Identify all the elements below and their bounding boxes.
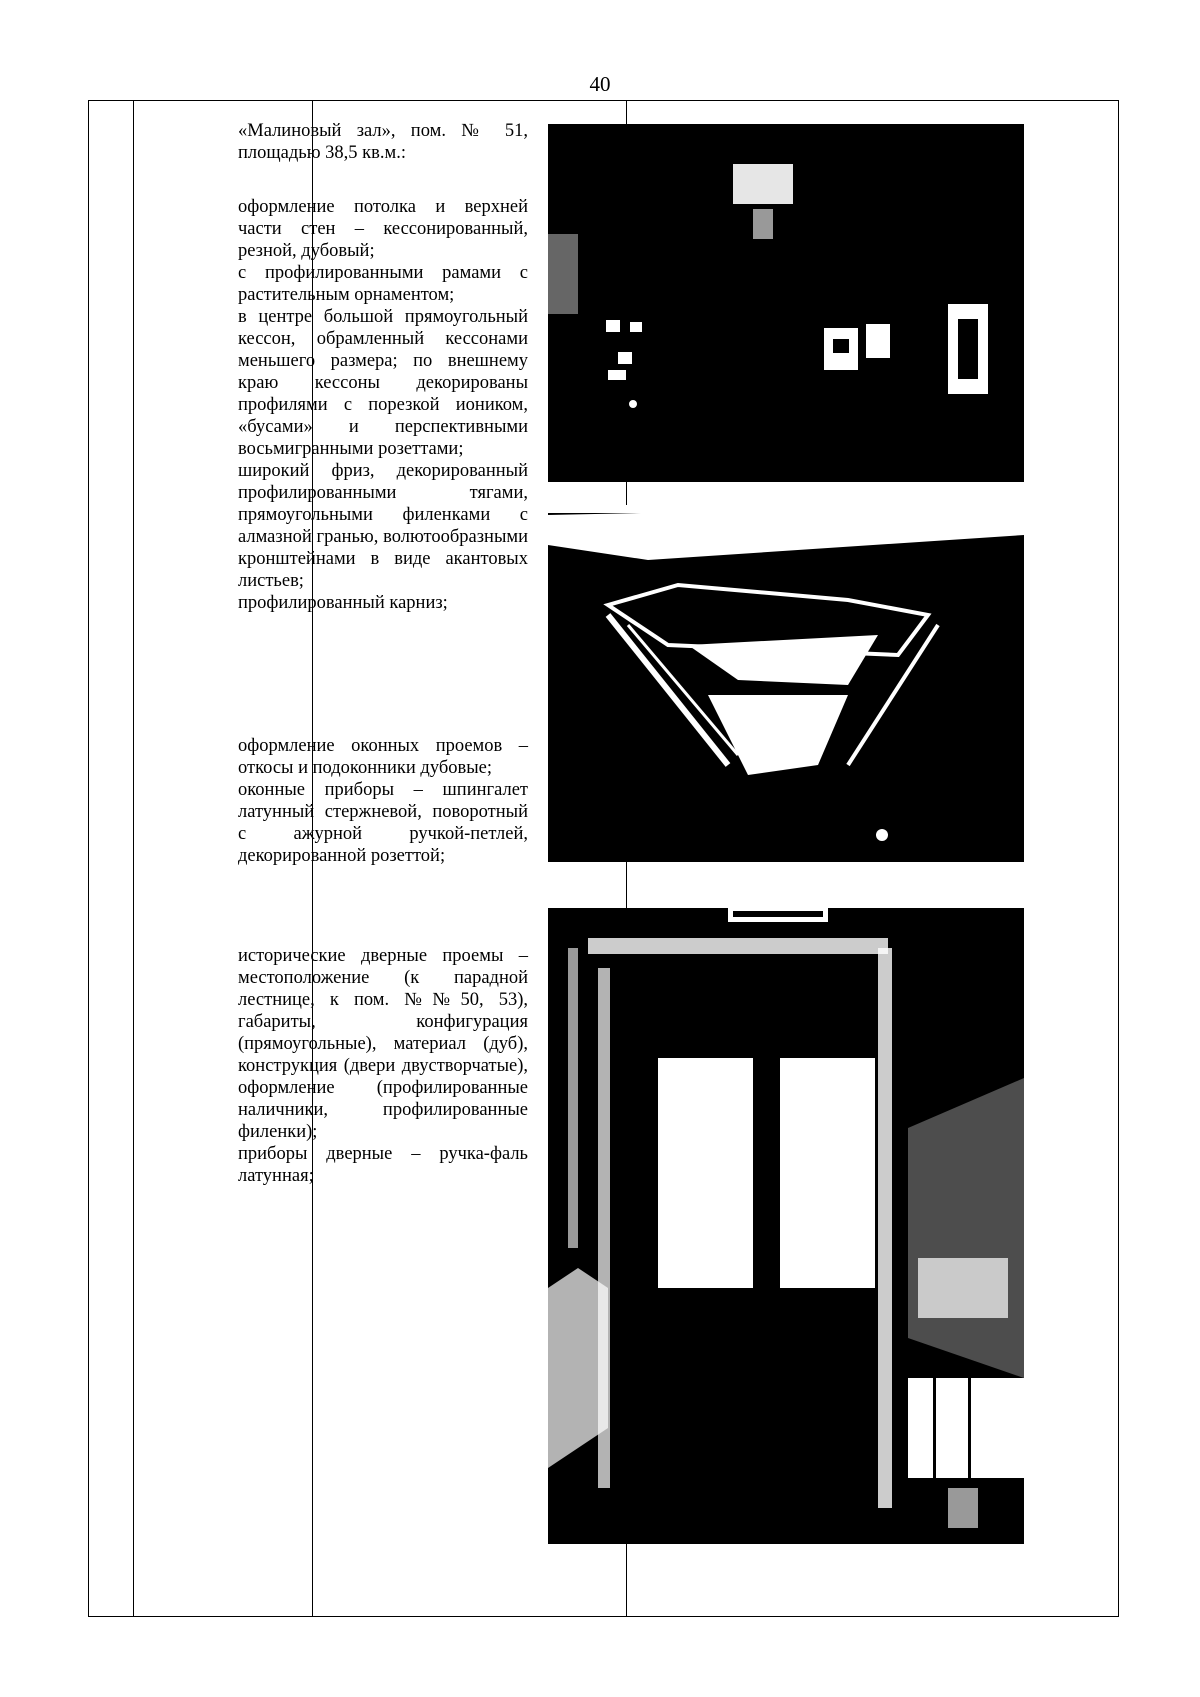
page-number: 40 bbox=[589, 72, 611, 96]
ceiling-description bbox=[238, 196, 528, 614]
room-heading: «Малиновый зал», пом. № 51, площадью 38,5 кв.м.: bbox=[238, 121, 528, 163]
door-line: приборы дверные – ручка-фаль латунная; bbox=[238, 1144, 528, 1186]
room-heading-block bbox=[238, 120, 528, 164]
window-line: оформление оконных проемов – откосы и подоконники дубовые; bbox=[238, 736, 528, 778]
ceiling-line: профилированный карниз; bbox=[238, 593, 448, 613]
window-description bbox=[238, 735, 528, 867]
ceiling-line: оформление потолка и верхней части стен – кессонированный, резной, дубовый; bbox=[238, 197, 528, 261]
ceiling-line: широкий фриз, декорированный профилированными тягами, прямоугольными филенками с алмазной гранью, волютообразными кронштейнами в виде акантовых листьев; bbox=[238, 461, 528, 591]
photo-doorway bbox=[548, 908, 1024, 1544]
column-divider-1 bbox=[133, 101, 134, 1616]
door-line: исторические дверные проемы – местоположение (к парадной лестнице, к пом. №№50, 53), габариты, конфигурация (прямоугольные), материал (дуб), конструкция (двери двустворчатые), оформление (профилированные наличники, профилированные филенки); bbox=[238, 946, 528, 1142]
photo-ceiling-coffers bbox=[548, 505, 1024, 862]
ceiling-line: в центре большой прямоугольный кессон, обрамленный кессонами меньшего размера; по внешнему краю кессоны декорированы профилями с порезкой иоником, «бусами» и перспективными восьмигранными розеттами; bbox=[238, 307, 528, 459]
door-description bbox=[238, 945, 528, 1187]
ceiling-line: с профилированными рамами с растительным орнаментом; bbox=[238, 263, 528, 305]
photo-ceiling-overview bbox=[548, 124, 1024, 482]
window-line: оконные приборы – шпингалет латунный стержневой, поворотный с ажурной ручкой-петлей, декорированной розеттой; bbox=[238, 780, 528, 866]
